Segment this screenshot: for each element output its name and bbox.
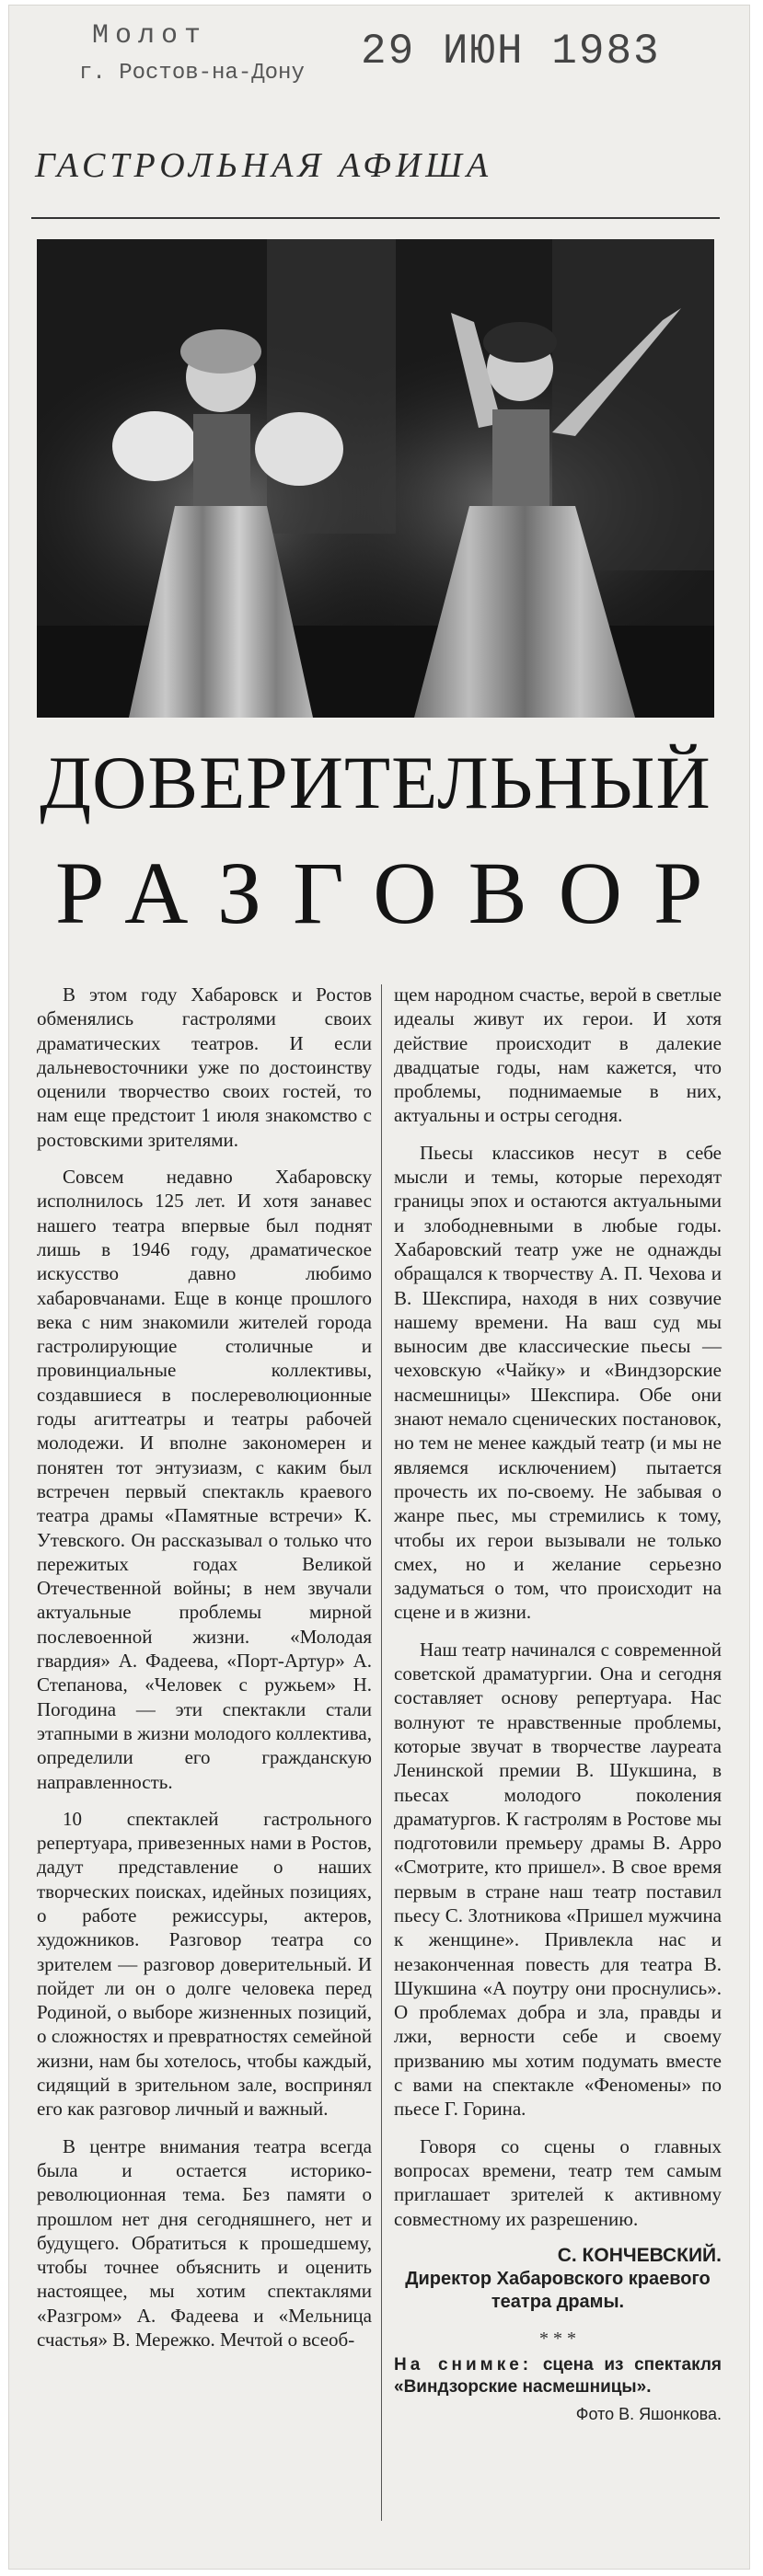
- rubric-title: ГАСТРОЛЬНАЯ АФИША: [35, 146, 493, 185]
- column-divider: [381, 984, 382, 2521]
- article-column-left: [37, 983, 372, 2364]
- photo-caption-text: сцена из спектакля «Виндзорские насмешницы».: [394, 2355, 723, 2398]
- article-paragraph: В этом году Хабаровск и Ростов обменялись гастролями своих драматических театров. И если дальневосточники уже по достоинству оценили творчество своих гостей, то нам еще предстоит 1 июля знакомство с ростовскими зрителями.: [37, 983, 372, 1151]
- article-paragraph: щем народном счастье, верой в светлые идеалы живут их герои. И хотя действие происходит в далекие двадцатые годы, нам кажется, что проблемы, поднимаемые в них, актуальны и остры сегодня.: [394, 983, 722, 1127]
- photo-caption-lead: На снимке:: [394, 2355, 533, 2375]
- stage-photo: [37, 239, 714, 718]
- date-stamp: 29 ИЮН 1983: [361, 28, 661, 75]
- author-title: Директор Хабаровского краевого театра драмы.: [405, 2268, 711, 2312]
- article-paragraph: Наш театр начинался с современной советской драматургии. Она и сегодня составляет основу репертуара. Нас волнуют те нравственные проблемы, которые звучат в творчестве лауреата Ленинской премии В. Шукшина, в пьесах молодого поколения драматургов. К гастролям в Ростове мы подготовили премьеру драмы В. Арро «Смотрите, кто пришел». В свое время первым в стране наш театр поставил пьесу С. Злотникова «Пришел мужчина к женщине». Привлекла нас и незаконченная повесть для театра В. Шукшина «А поутру они проснулись». О проблемах добра и зла, правды и лжи, верности себе и своему призванию мы хотим подумать вместе с вами на спектакле «Феномены» по пьесе Г. Горина.: [394, 1638, 722, 2121]
- headline-line-2: РАЗГОВОР: [55, 844, 734, 942]
- stage-photo-image: [37, 239, 714, 718]
- article-paragraph: Говоря со сцены о главных вопросах времени, театр тем самым приглашает зрителей к активному совместному их разрешению.: [394, 2134, 722, 2230]
- article-paragraph: 10 спектаклей гастрольного репертуара, привезенных нами в Ростов, дадут представление о наших творческих поисках, идейных позициях, о работе режиссуры, актеров, художников. Разговор театра со зрителем — разговор доверительный. И пойдет ли он о долге человека перед Родиной, о выборе жизненных позиций, о сложностях и превратностях семейной жизни, нам бы хотелось, чтобы каждый, сидящий в зрительном зале, воспринял его как разговор личный и важный.: [37, 1807, 372, 2121]
- separator-stars: * * *: [539, 2328, 576, 2349]
- article-paragraph: В центре внимания театра всегда была и остается историко-революционная тема. Без памяти о прошлом нет дня сегодняшнего, нет и будущего. Обратиться к прошедшему, чтобы точнее объяснить и оценить настоящее, мы хотим спектаклями «Разгром» А. Фадеева и «Мельница счастья» В. Мережко. Мечтой о всеоб-: [37, 2134, 372, 2352]
- article-paragraph: Пьесы классиков несут в себе мысли и темы, которые переходят границы эпох и остаются актуальными и злободневными в любые годы. Хабаровский театр уже не однажды обращался к творчеству А. П. Чехова и В. Шекспира, находя в них созвучие нашему времени. На ваш суд мы выносим две классические пьесы — чеховскую «Чайку» и «Виндзорские насмешницы» Шекспира. Обе они знают немало сценических постановок, но тем не менее каждый театр (и мы не являемся исключением) пытается прочесть их по-своему. Не забывая о жанре пьес, мы стремились к тому, чтобы их герои вызывали не только смех, но и желание серьезно задуматься о том, что происходит на сцене и в жизни.: [394, 1141, 722, 1624]
- headline-line-1: ДОВЕРИТЕЛЬНЫЙ: [40, 741, 711, 824]
- article-paragraph: Совсем недавно Хабаровску исполнилось 125 лет. И хотя занавес нашего театра впервые был поднят лишь в 1946 году, драматическое искусство давно любимо хабаровчанами. Еще в конце прошлого века с ним знакомили жителей города гастролирующие столичные и провинциальные коллективы, создавшиеся в послереволюционные годы агиттеатры и театры рабочей молодежи. И вполне закономерен и понятен тот энтузиазм, с каким был встречен первый спектакль краевого театра драмы «Памятные встречи» К. Утевского. Он рассказывал о только что пережитых годах Великой Отечественной войны; в нем звучали актуальные проблемы мирной послевоенной жизни. «Молодая гвардия» А. Фадеева, «Порт-Артур» А. Степанова, «Человек с ружьем» Н. Погодина — эти спектакли стали этапными в жизни молодого коллектива, определили его гражданскую направленность.: [37, 1166, 372, 1793]
- photo-caption: [394, 2354, 722, 2398]
- photo-credit: Фото В. Яшонкова.: [575, 2405, 722, 2424]
- author-signature: С. КОНЧЕВСКИЙ.: [557, 2244, 722, 2266]
- newspaper-name-stamp: Молот: [92, 20, 208, 52]
- article-column-right: [394, 983, 722, 2426]
- city-stamp: г. Ростов-на-Дону: [79, 61, 305, 86]
- rubric-underline: [31, 217, 720, 219]
